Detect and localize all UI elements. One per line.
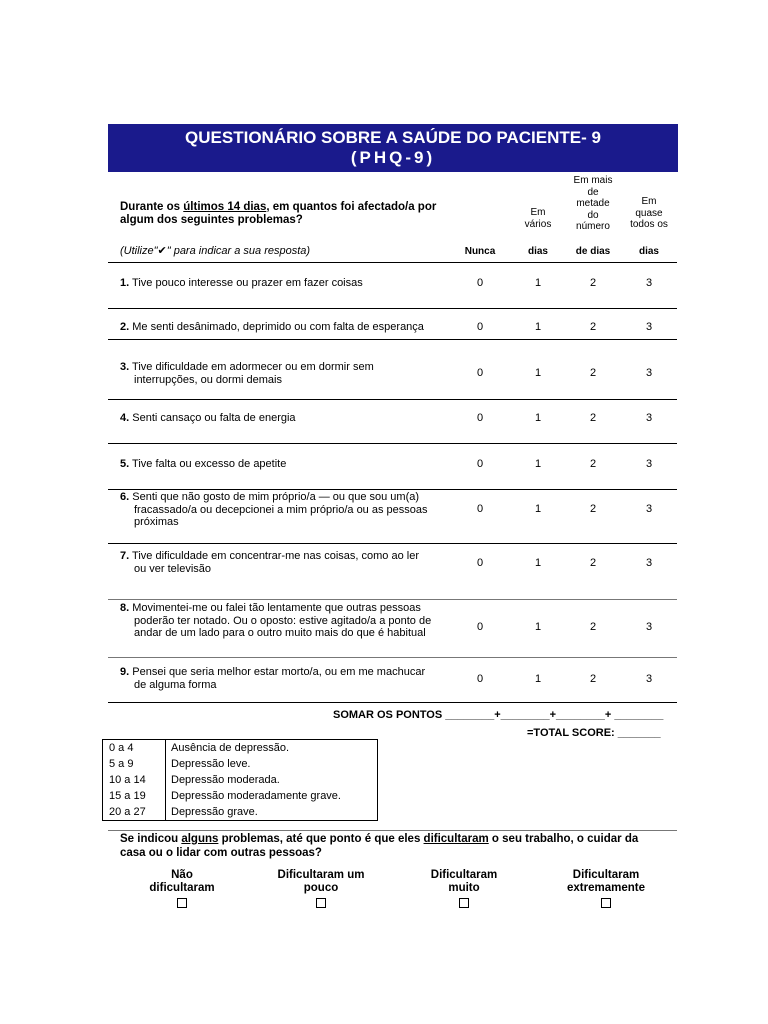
score-range: 20 a 27 (109, 806, 146, 818)
item-5-score-1[interactable]: 1 (534, 458, 542, 470)
item-9-score-1[interactable]: 1 (534, 673, 542, 685)
checkbox[interactable] (601, 898, 611, 908)
row-rule (108, 543, 677, 544)
item-2-score-1[interactable]: 1 (534, 321, 542, 333)
item-4-score-2[interactable]: 2 (589, 412, 597, 424)
item-7-score-0[interactable]: 0 (476, 557, 484, 569)
intro-suffix: , em quantos foi afectado/a por algum dos seguintes problemas? (120, 201, 437, 226)
item-3-score-1[interactable]: 1 (534, 367, 542, 379)
item-8-score-0[interactable]: 0 (476, 621, 484, 633)
item-8-score-2[interactable]: 2 (589, 621, 597, 633)
item-7-score-1[interactable]: 1 (534, 557, 542, 569)
score-description: Depressão leve. (171, 758, 251, 770)
row-rule (108, 339, 677, 340)
score-description: Depressão moderada. (171, 774, 280, 786)
score-table-divider (165, 739, 166, 821)
header-rule (108, 262, 677, 263)
row-rule (108, 702, 677, 703)
item-2-score-3[interactable]: 3 (645, 321, 653, 333)
item-9: 9. Pensei que seria melhor estar morto/a, ou em me machucar de alguma forma (120, 666, 426, 691)
item-6-score-0[interactable]: 0 (476, 503, 484, 515)
title-line-1: QUESTIONÁRIO SOBRE A SAÚDE DO PACIENTE- 9 (185, 128, 601, 147)
score-range: 0 a 4 (109, 742, 134, 754)
item-8-score-1[interactable]: 1 (534, 621, 542, 633)
score-description: Depressão moderadamente grave. (171, 790, 341, 802)
score-range: 15 a 19 (109, 790, 146, 802)
item-4-score-1[interactable]: 1 (534, 412, 542, 424)
instruction-text: (Utilize"✔" para indicar a sua resposta) (120, 245, 311, 257)
column-header-3-top: Em mais de metade do número (573, 175, 613, 232)
row-rule (108, 489, 677, 490)
item-3: 3. Tive dificuldade em adormecer ou em dormir sem interrupções, ou dormi demais (120, 361, 374, 386)
item-6-score-3[interactable]: 3 (645, 503, 653, 515)
item-6-score-1[interactable]: 1 (534, 503, 542, 515)
column-header-quase-todos-dias: dias (638, 246, 659, 257)
checkbox[interactable] (316, 898, 326, 908)
item-5-score-2[interactable]: 2 (589, 458, 597, 470)
item-2: 2. Me senti desânimado, deprimido ou com falta de esperança (120, 321, 424, 333)
score-range: 10 a 14 (109, 774, 146, 786)
column-header-2-top: Em vários (524, 207, 552, 230)
difficulty-question: Se indicou alguns problemas, até que ponto é que eles dificultaram o seu trabalho, o cuidar da casa ou o lidar com outras pessoas? (120, 833, 639, 859)
item-1-score-1[interactable]: 1 (534, 277, 542, 289)
item-1: 1. Tive pouco interesse ou prazer em fazer coisas (120, 277, 363, 289)
intro-prefix: Durante os (120, 201, 184, 213)
total-score-line[interactable]: =TOTAL SCORE: _______ (527, 727, 661, 739)
item-1-score-3[interactable]: 3 (645, 277, 653, 289)
item-1-score-0[interactable]: 0 (476, 277, 484, 289)
item-6: 6. Senti que não gosto de mim próprio/a — ou que sou um(a) fracassado/a ou decepcionei a mim próprio/a ou as pessoas próximas (120, 491, 428, 528)
item-2-score-2[interactable]: 2 (589, 321, 597, 333)
score-description: Depressão grave. (171, 806, 258, 818)
item-7-score-2[interactable]: 2 (589, 557, 597, 569)
item-4: 4. Senti cansaço ou falta de energia (120, 412, 296, 424)
item-8-score-3[interactable]: 3 (645, 621, 653, 633)
item-9-score-3[interactable]: 3 (645, 673, 653, 685)
title-line-2: (PHQ-9) (350, 148, 436, 167)
option-dificultaram-muito[interactable]: Dificultaram muito (414, 869, 514, 912)
checkbox[interactable] (459, 898, 469, 908)
followup-rule (108, 830, 677, 831)
item-6-score-2[interactable]: 2 (589, 503, 597, 515)
item-4-score-3[interactable]: 3 (645, 412, 653, 424)
column-header-nunca: Nunca (464, 246, 496, 257)
item-9-score-0[interactable]: 0 (476, 673, 484, 685)
item-3-score-3[interactable]: 3 (645, 367, 653, 379)
item-3-score-2[interactable]: 2 (589, 367, 597, 379)
score-description: Ausência de depressão. (171, 742, 290, 754)
row-rule (108, 399, 677, 400)
sum-points-line[interactable]: SOMAR OS PONTOS ________+________+________+ ________ (333, 709, 664, 721)
column-header-4-top: Em quase todos os (630, 196, 668, 230)
item-4-score-0[interactable]: 0 (476, 412, 484, 424)
item-5-score-0[interactable]: 0 (476, 458, 484, 470)
item-5-score-3[interactable]: 3 (645, 458, 653, 470)
intro-question (120, 201, 450, 227)
intro-underlined: últimos 14 dias (183, 201, 267, 213)
item-8: 8. Movimentei-me ou falei tão lentamente que outras pessoas poderão ter notado. Ou o oposto: estive agitado/a a ponto de andar de um lado para o outro muito mais do que é habitual (120, 602, 432, 639)
item-3-score-0[interactable]: 0 (476, 367, 484, 379)
questionnaire-title (108, 124, 678, 172)
row-rule (108, 657, 677, 658)
option-dificultaram-extremamente[interactable]: Dificultaram extremamente (551, 869, 661, 912)
row-rule (108, 599, 677, 600)
item-9-score-2[interactable]: 2 (589, 673, 597, 685)
checkbox[interactable] (177, 898, 187, 908)
row-rule (108, 443, 677, 444)
row-rule (108, 308, 677, 309)
item-1-score-2[interactable]: 2 (589, 277, 597, 289)
score-range: 5 a 9 (109, 758, 134, 770)
column-header-metade-dias: de dias (575, 246, 611, 257)
column-header-varios-dias: dias (527, 246, 548, 257)
item-7-score-3[interactable]: 3 (645, 557, 653, 569)
item-5: 5. Tive falta ou excesso de apetite (120, 458, 287, 470)
option-nao-dificultaram[interactable]: Não dificultaram (132, 869, 232, 912)
item-7: 7. Tive dificuldade em concentrar-me nas coisas, como ao ler ou ver televisão (120, 550, 419, 575)
item-2-score-0[interactable]: 0 (476, 321, 484, 333)
option-dificultaram-pouco[interactable]: Dificultaram um pouco (261, 869, 381, 912)
